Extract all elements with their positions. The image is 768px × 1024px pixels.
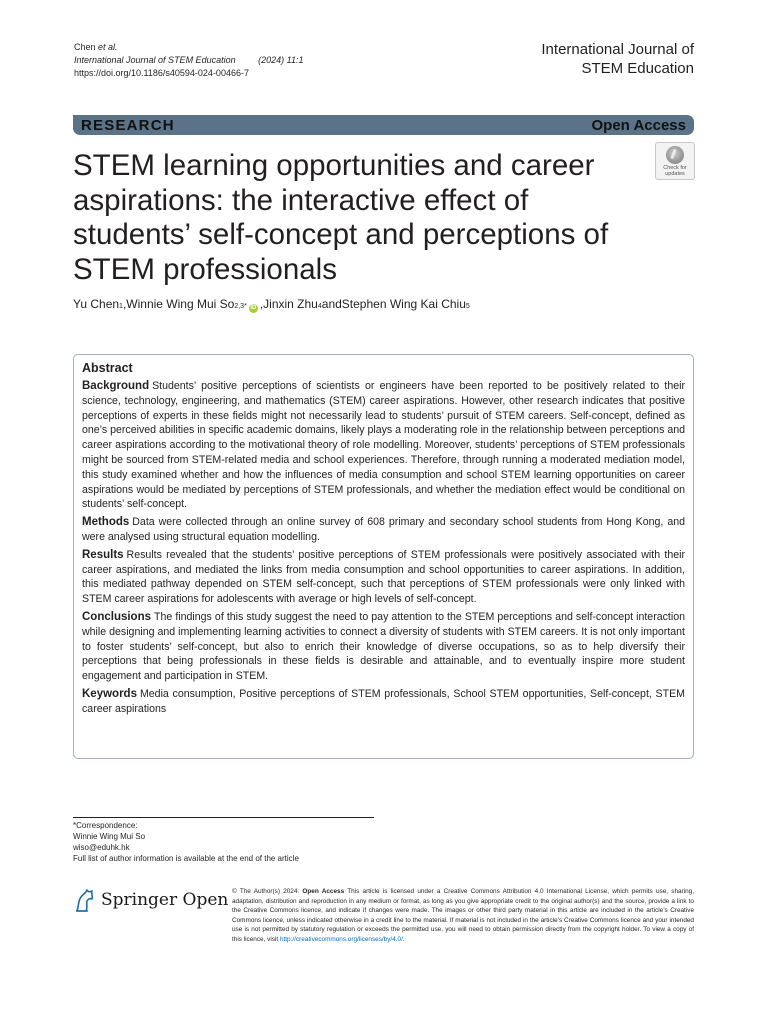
methods-label: Methods [82,516,130,529]
author-affiliation: 5 [465,303,470,310]
check-updates-icon [666,146,684,164]
author-etal: et al. [98,42,118,52]
abstract-keywords [82,687,685,717]
license-text [232,887,694,945]
check-updates-line2: updates [665,171,685,177]
author-separator: , [122,297,127,311]
article-title: STEM learning opportunities and career aspirations: the interactive effect of students’ self-concept and perceptions of STEM professionals [73,149,609,286]
check-for-updates-button[interactable] [655,142,695,180]
abstract-box [73,354,694,759]
author-name[interactable]: Jinxin Zhu [263,297,318,311]
journal-cite-volume: (2024) 11:1 [258,55,304,65]
correspondence-footnote [73,820,299,864]
abstract-background [82,379,685,512]
section-label: RESEARCH [81,116,175,134]
conclusions-text: The findings of this study suggest the need to pay attention to the STEM perceptions and self-concept interaction while designing and implementing learning activities to connect a diversity of students with STEM careers. It is not only important to foster students’ self-concept, but also to enrich their knowledge of diverse occupations, so as to help diversify their perceptions that being professionals in these fields is desirable and attainable, and to eventually inspire more student engagement and participation in STEM. [82,610,685,683]
license-body: This article is licensed under a Creative Commons Attribution 4.0 International License, which permits use, sharing, adaptation, distribution and reproduction in any medium or format, as long as you give appropriate credit to the original author(s) and the source, provide a link to the Creative Commons licence, and indicate if changes were made. The images or other third party material in this article are included in the article’s Creative Commons licence, unless indicated otherwise in a credit line to the material. If material is not included in the article’s Creative Commons licence and your intended use is not permitted by statutory regulation or exceeds the permitted use, you will need to obtain permission directly from the copyright holder. To view a copy of this licence, visit [232,888,694,943]
abstract-methods [82,515,685,545]
citation-meta [74,41,303,80]
journal-name-line2: STEM Education [581,60,694,77]
orcid-icon[interactable]: iD [250,305,257,311]
keywords-label: Keywords [82,687,137,700]
author-affiliation: 4 [317,303,322,310]
author-affiliation: 1 [119,303,123,310]
journal-name [541,40,694,78]
keywords-text: Media consumption, Positive perceptions of STEM professionals, School STEM opportunities, Self-concept, STEM career aspirations [82,687,685,715]
background-text: Students’ positive perceptions of scientists or engineers have been reported to be positively related to their science, technology, engineering, and mathematics (STEM) career aspirations. However, other research indicates that positive perceptions of experts in these fields might not necessarily lead to students’ pursuit of STEM careers. Self-concept, defined as one’s perceived abilities in specific academic domains, likely plays a moderating role in the relationship between perceptions and career aspirations according to the motivational theory of role modelling. Moreover, students’ perceptions of STEM professionals might be sourced from STEM-related media and school experiences. Therefore, through running a moderated mediation model, this study examined whether and how the influences of media consumption and school STEM learning opportunities on career aspirations would be mediated by perceptions of STEM professionals, and whether the mediation effect would be conditional on students’ self-concept. [82,380,685,511]
author-info-note: Full list of author information is available at the end of the article [73,854,299,863]
publisher-name-a: Springer [101,890,178,910]
author-name[interactable]: Winnie Wing Mui So [126,297,235,311]
license-suffix: . [402,935,405,943]
author-list [73,297,470,312]
journal-cite-name: International Journal of STEM Education [74,55,236,65]
author-short: Chen [74,42,99,52]
license-prefix: © The Author(s) 2024. [232,888,303,895]
results-label: Results [82,548,124,561]
abstract-results [82,548,685,607]
springer-horse-icon [73,887,97,913]
author-affiliation: 2,3* [234,303,247,310]
footnote-divider [73,817,374,818]
correspondence-label: *Correspondence: [73,821,138,830]
check-updates-label [663,165,687,177]
author-name[interactable]: Stephen Wing Kai Chiu [341,297,466,311]
publisher-name-b: Open [182,890,229,910]
doi-link[interactable]: https://doi.org/10.1186/s40594-024-00466-7 [74,68,249,78]
publisher-name [101,890,228,910]
journal-name-line1: International Journal of [541,41,694,58]
author-separator: and [321,297,342,311]
section-banner [73,115,694,135]
conclusions-label: Conclusions [82,610,152,623]
license-link[interactable]: http://creativecommons.org/licenses/by/4.0/ [279,935,403,943]
results-text: Results revealed that the students’ positive perceptions of STEM professionals were positively associated with their career aspirations, and mediated the links from media consumption and school opportunities to career aspirations. In addition, this mediated pathway depended on STEM self-concept, such that perceptions of STEM professionals were only linked with STEM career aspirations for adolescents with average or high levels of self-concept. [82,548,685,606]
author-name[interactable]: Yu Chen [73,297,120,311]
license-open-access: Open Access [302,888,345,895]
open-access-label: Open Access [591,116,686,134]
author-separator: , [259,297,264,311]
abstract-conclusions [82,610,685,684]
correspondence-name: Winnie Wing Mui So [73,832,146,841]
abstract-heading: Abstract [82,361,133,375]
correspondence-email[interactable]: wiso@eduhk.hk [73,843,130,852]
methods-text: Data were collected through an online survey of 608 primary and secondary school students from Hong Kong, and were analysed using structural equation modelling. [82,516,685,543]
check-updates-line1: Check for [663,165,687,171]
springer-open-logo [73,887,228,913]
background-label: Background [82,380,150,392]
